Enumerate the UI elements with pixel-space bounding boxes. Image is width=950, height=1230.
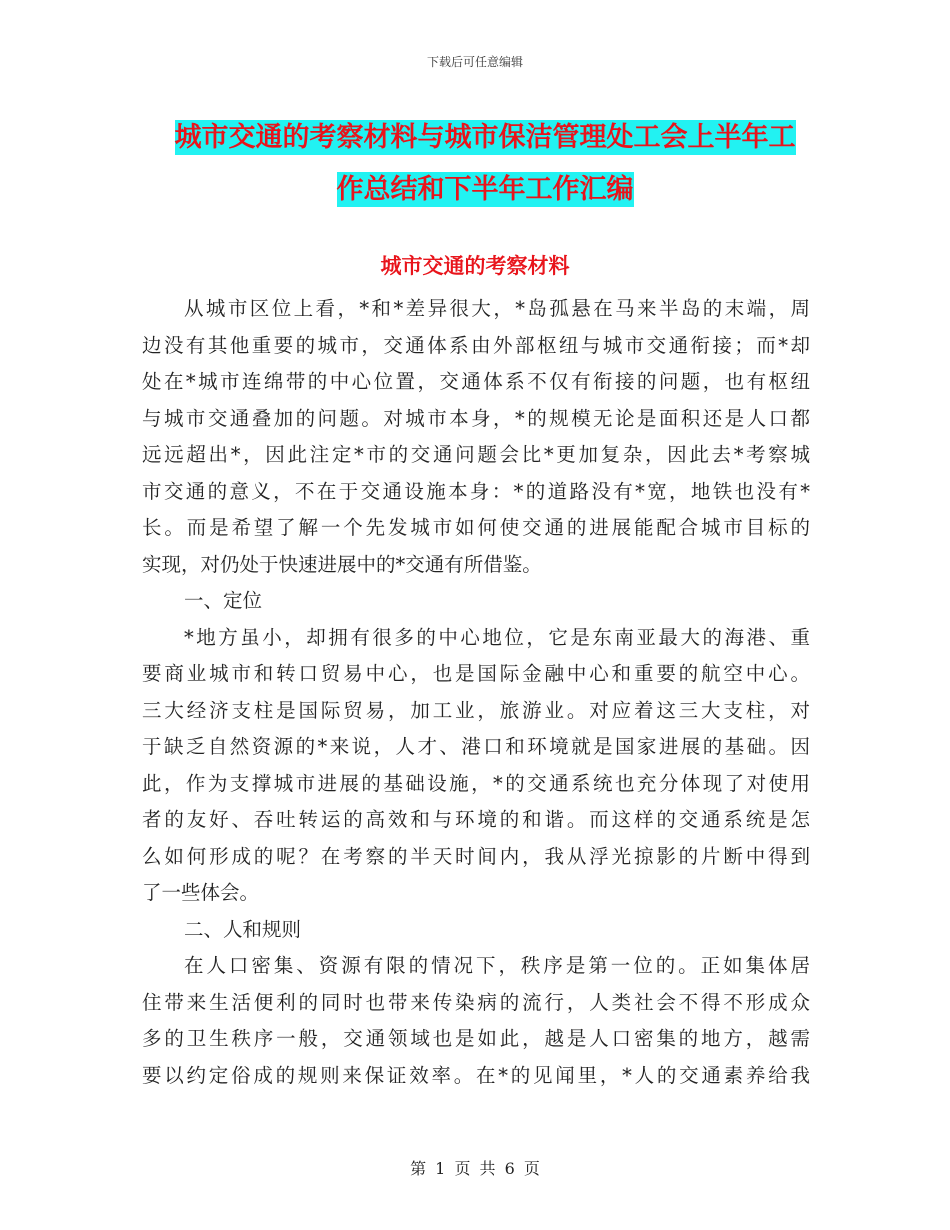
paragraph-line: 从城市区位上看，*和*差异很大，*岛孤悬在马来半岛的末端，周: [184, 297, 810, 320]
page-footer: 第 1 页 共 6 页: [410, 1159, 540, 1178]
paragraph-line: 在人口密集、资源有限的情况下，秩序是第一位的。正如集体居: [184, 954, 810, 977]
paragraph-line: 了一些体会。: [142, 881, 260, 904]
subheading-people-and-rules: 二、人和规则: [184, 917, 302, 941]
paragraph-line: 多的卫生秩序一般，交通领域也是如此，越是人口密集的地方，越需: [142, 1027, 810, 1050]
paragraph-line: 边没有其他重要的城市，交通体系由外部枢纽与城市交通衔接；而*却: [142, 333, 810, 357]
paragraph-line: *地方虽小，却拥有很多的中心地位，它是东南亚最大的海港、重: [184, 625, 810, 649]
paragraph-line: 么如何形成的呢？在考察的半天时间内，我从浮光掠影的片断中得到: [142, 844, 810, 868]
paragraph-line: 实现，对仍处于快速进展中的*交通有所借鉴。: [142, 552, 542, 576]
body-text: [142, 291, 810, 1094]
paragraph-line: 处在*城市连绵带的中心位置，交通体系不仅有衔接的问题，也有枢纽: [142, 370, 810, 393]
page-header: 下载后可任意编辑: [426, 55, 523, 69]
paragraph-line: 与城市交通叠加的问题。对城市本身，*的规模无论是面积还是人口都: [142, 406, 810, 430]
paragraph-line: 者的友好、吞吐转运的高效和与环境的和谐。而这样的交通系统是怎: [142, 808, 810, 831]
paragraph-line: 于缺乏自然资源的*来说，人才、港口和环境就是国家进展的基础。因: [142, 735, 810, 758]
paragraph-line: 住带来生活便利的同时也带来传染病的流行，人类社会不得不形成众: [142, 990, 810, 1014]
section-title: 城市交通的考察材料: [380, 254, 570, 278]
paragraph-line: 长。而是希望了解一个先发城市如何使交通的进展能配合城市目标的: [142, 516, 810, 539]
title-line-1: 城市交通的考察材料与城市保洁管理处工会上半年工: [174, 122, 796, 153]
subheading-positioning: 一、定位: [184, 589, 263, 612]
title-line-2: 作总结和下半年工作汇编: [336, 174, 634, 205]
paragraph-line: 此，作为支撑城市进展的基础设施，*的交通系统也充分体现了对使用: [142, 771, 810, 795]
paragraph-line: 远远超出*，因此注定*市的交通问题会比*更加复杂，因此去*考察城: [142, 443, 810, 466]
paragraph-line: 要以约定俗成的规则来保证效率。在*的见闻里，*人的交通素养给我: [142, 1063, 810, 1087]
paragraph-line: 市交通的意义，不在于交通设施本身：*的道路没有*宽，地铁也没有*: [142, 479, 810, 503]
paragraph-line: 三大经济支柱是国际贸易，加工业，旅游业。对应着这三大支柱，对: [142, 698, 810, 722]
document-title: [140, 112, 830, 216]
paragraph-line: 要商业城市和转口贸易中心，也是国际金融中心和重要的航空中心。: [142, 662, 810, 685]
